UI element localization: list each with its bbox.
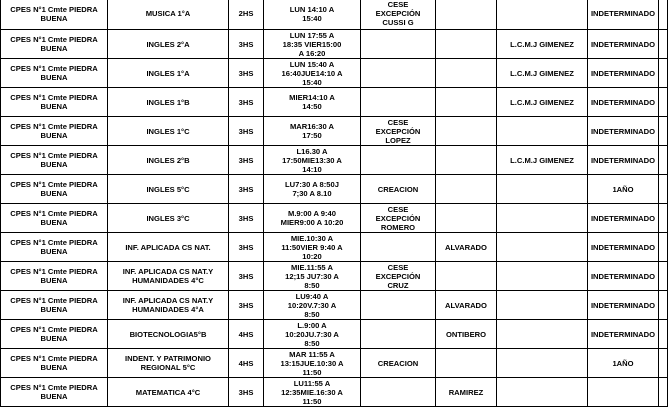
- edge-cell: [659, 146, 668, 175]
- current-teacher-cell: [436, 175, 497, 204]
- duration-cell: INDETERMINADO: [588, 204, 659, 233]
- edge-cell: [659, 59, 668, 88]
- current-teacher-cell: [436, 204, 497, 233]
- duration-cell: 1AÑO: [588, 175, 659, 204]
- movement-cell: [361, 291, 436, 320]
- movement-cell: [361, 378, 436, 407]
- edge-cell: [659, 233, 668, 262]
- current-teacher-cell: ONTIBERO: [436, 320, 497, 349]
- schedule-cell: LUN 14:10 A 15:40: [264, 0, 361, 30]
- table-row: [1, 378, 668, 407]
- duration-cell: INDETERMINADO: [588, 59, 659, 88]
- institution-cell: CPES N°1 Cmte PIEDRA BUENA: [1, 30, 108, 59]
- current-teacher-cell: [436, 146, 497, 175]
- previous-teacher-cell: [497, 175, 588, 204]
- duration-cell: [588, 378, 659, 407]
- duration-cell: INDETERMINADO: [588, 88, 659, 117]
- institution-cell: CPES N°1 Cmte PIEDRA BUENA: [1, 204, 108, 233]
- schedule-cell: L.9:00 A 10:20JU.7:30 A 8:50: [264, 320, 361, 349]
- schedule-cell: LU9:40 A 10:20V.7:30 A 8:50: [264, 291, 361, 320]
- table-row: [1, 175, 668, 204]
- hours-cell: 4HS: [229, 349, 264, 378]
- schedule-cell: M.9:00 A 9:40 MIER9:00 A 10:20: [264, 204, 361, 233]
- movement-cell: [361, 320, 436, 349]
- table-row: [1, 146, 668, 175]
- table-row: [1, 117, 668, 146]
- schedule-cell: MAR16:30 A 17:50: [264, 117, 361, 146]
- schedule-cell: LU7:30 A 8:50J 7;30 A 8.10: [264, 175, 361, 204]
- previous-teacher-cell: [497, 233, 588, 262]
- duration-cell: INDETERMINADO: [588, 320, 659, 349]
- subject-cell: MATEMATICA 4°C: [108, 378, 229, 407]
- duration-cell: INDETERMINADO: [588, 233, 659, 262]
- movement-cell: CREACION: [361, 349, 436, 378]
- subject-cell: INGLES 1°C: [108, 117, 229, 146]
- subject-cell: MUSICA 1°A: [108, 0, 229, 30]
- current-teacher-cell: ALVARADO: [436, 233, 497, 262]
- edge-cell: [659, 0, 668, 30]
- subject-cell: INGLES 1°A: [108, 59, 229, 88]
- previous-teacher-cell: [497, 117, 588, 146]
- previous-teacher-cell: [497, 291, 588, 320]
- subject-cell: INF. APLICADA CS NAT.: [108, 233, 229, 262]
- edge-cell: [659, 117, 668, 146]
- current-teacher-cell: [436, 0, 497, 30]
- movement-cell: [361, 146, 436, 175]
- hours-cell: 4HS: [229, 320, 264, 349]
- table-row: [1, 0, 668, 30]
- current-teacher-cell: [436, 30, 497, 59]
- duration-cell: INDETERMINADO: [588, 30, 659, 59]
- current-teacher-cell: [436, 262, 497, 291]
- schedule-cell: LU11:55 A 12:35MIE.16:30 A 11:50: [264, 378, 361, 407]
- subject-cell: INGLES 5°C: [108, 175, 229, 204]
- previous-teacher-cell: [497, 378, 588, 407]
- previous-teacher-cell: L.C.M.J GIMENEZ: [497, 59, 588, 88]
- institution-cell: CPES N°1 Cmte PIEDRA BUENA: [1, 175, 108, 204]
- movement-cell: [361, 233, 436, 262]
- subject-cell: INGLES 2°A: [108, 30, 229, 59]
- hours-cell: 3HS: [229, 117, 264, 146]
- subject-cell: INGLES 2°B: [108, 146, 229, 175]
- institution-cell: CPES N°1 Cmte PIEDRA BUENA: [1, 262, 108, 291]
- edge-cell: [659, 88, 668, 117]
- edge-cell: [659, 349, 668, 378]
- movement-cell: CREACION: [361, 175, 436, 204]
- table-row: [1, 88, 668, 117]
- hours-cell: 3HS: [229, 59, 264, 88]
- table-row: [1, 262, 668, 291]
- schedule-cell: L16.30 A 17:50MIE13:30 A 14:10: [264, 146, 361, 175]
- institution-cell: CPES N°1 Cmte PIEDRA BUENA: [1, 233, 108, 262]
- subject-cell: INGLES 1°B: [108, 88, 229, 117]
- subject-cell: INGLES 3°C: [108, 204, 229, 233]
- duration-cell: 1AÑO: [588, 349, 659, 378]
- movement-cell: [361, 88, 436, 117]
- duration-cell: INDETERMINADO: [588, 117, 659, 146]
- previous-teacher-cell: L.C.M.J GIMENEZ: [497, 88, 588, 117]
- edge-cell: [659, 291, 668, 320]
- current-teacher-cell: [436, 88, 497, 117]
- previous-teacher-cell: [497, 349, 588, 378]
- institution-cell: CPES N°1 Cmte PIEDRA BUENA: [1, 320, 108, 349]
- table-row: [1, 320, 668, 349]
- table-row: [1, 30, 668, 59]
- hours-cell: 3HS: [229, 175, 264, 204]
- current-teacher-cell: [436, 349, 497, 378]
- institution-cell: CPES N°1 Cmte PIEDRA BUENA: [1, 59, 108, 88]
- table-row: [1, 291, 668, 320]
- previous-teacher-cell: [497, 320, 588, 349]
- schedule-cell: LUN 15:40 A 16:40JUE14:10 A 15:40: [264, 59, 361, 88]
- institution-cell: CPES N°1 Cmte PIEDRA BUENA: [1, 117, 108, 146]
- hours-cell: 3HS: [229, 146, 264, 175]
- movement-cell: CESE EXCEPCIÓN CRUZ: [361, 262, 436, 291]
- hours-cell: 3HS: [229, 378, 264, 407]
- current-teacher-cell: [436, 59, 497, 88]
- edge-cell: [659, 204, 668, 233]
- subject-cell: INDENT. Y PATRIMONIO REGIONAL 5°C: [108, 349, 229, 378]
- previous-teacher-cell: [497, 204, 588, 233]
- hours-cell: 3HS: [229, 204, 264, 233]
- edge-cell: [659, 320, 668, 349]
- movement-cell: [361, 59, 436, 88]
- duration-cell: INDETERMINADO: [588, 262, 659, 291]
- hours-cell: 2HS: [229, 0, 264, 30]
- current-teacher-cell: ALVARADO: [436, 291, 497, 320]
- current-teacher-cell: RAMIREZ: [436, 378, 497, 407]
- hours-cell: 3HS: [229, 233, 264, 262]
- institution-cell: CPES N°1 Cmte PIEDRA BUENA: [1, 146, 108, 175]
- previous-teacher-cell: L.C.M.J GIMENEZ: [497, 30, 588, 59]
- hours-cell: 3HS: [229, 291, 264, 320]
- duration-cell: INDETERMINADO: [588, 146, 659, 175]
- edge-cell: [659, 30, 668, 59]
- movement-cell: CESE EXCEPCIÓN CUSSI G: [361, 0, 436, 30]
- edge-cell: [659, 175, 668, 204]
- schedule-cell: LUN 17:55 A 18:35 VIER15:00 A 16:20: [264, 30, 361, 59]
- schedule-cell: MIE.11:55 A 12;15 JU7:30 A 8:50: [264, 262, 361, 291]
- edge-cell: [659, 262, 668, 291]
- institution-cell: CPES N°1 Cmte PIEDRA BUENA: [1, 88, 108, 117]
- institution-cell: CPES N°1 Cmte PIEDRA BUENA: [1, 349, 108, 378]
- table-body: [1, 0, 668, 407]
- institution-cell: CPES N°1 Cmte PIEDRA BUENA: [1, 0, 108, 30]
- table-row: [1, 59, 668, 88]
- schedule-cell: MIE.10:30 A 11:50VIER 9:40 A 10:20: [264, 233, 361, 262]
- previous-teacher-cell: [497, 262, 588, 291]
- movement-cell: CESE EXCEPCIÓN ROMERO: [361, 204, 436, 233]
- schedule-cell: MIER14:10 A 14:50: [264, 88, 361, 117]
- schedule-cell: MAR 11:55 A 13:15JUE.10:30 A 11:50: [264, 349, 361, 378]
- table-row: [1, 233, 668, 262]
- institution-cell: CPES N°1 Cmte PIEDRA BUENA: [1, 291, 108, 320]
- movement-cell: CESE EXCEPCIÓN LOPEZ: [361, 117, 436, 146]
- edge-cell: [659, 378, 668, 407]
- table-row: [1, 204, 668, 233]
- hours-cell: 3HS: [229, 262, 264, 291]
- previous-teacher-cell: L.C.M.J GIMENEZ: [497, 146, 588, 175]
- subject-cell: BIOTECNOLOGIA5°B: [108, 320, 229, 349]
- movement-cell: [361, 30, 436, 59]
- institution-cell: CPES N°1 Cmte PIEDRA BUENA: [1, 378, 108, 407]
- current-teacher-cell: [436, 117, 497, 146]
- subject-cell: INF. APLICADA CS NAT.Y HUMANIDADES 4°C: [108, 262, 229, 291]
- subject-cell: INF. APLICADA CS NAT.Y HUMANIDADES 4°A: [108, 291, 229, 320]
- duration-cell: INDETERMINADO: [588, 0, 659, 30]
- duration-cell: INDETERMINADO: [588, 291, 659, 320]
- hours-cell: 3HS: [229, 30, 264, 59]
- previous-teacher-cell: [497, 0, 588, 30]
- hours-cell: 3HS: [229, 88, 264, 117]
- table-row: [1, 349, 668, 378]
